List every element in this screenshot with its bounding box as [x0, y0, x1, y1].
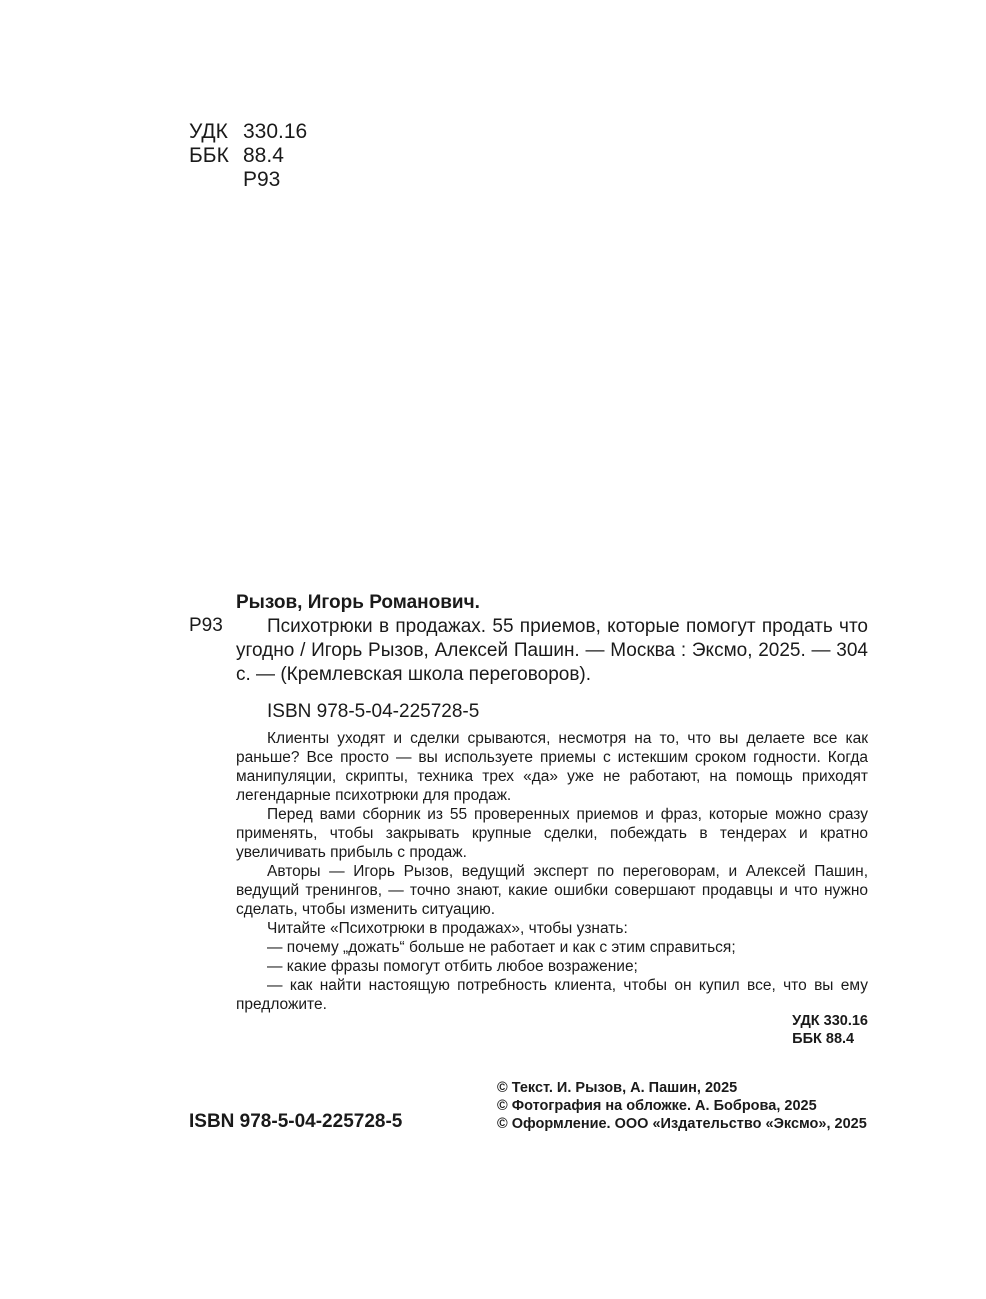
udk-value: 330.16 — [243, 120, 308, 143]
annotation-paragraph: Читайте «Психотрюки в продажах», чтобы узнать: — [267, 920, 628, 937]
annotation-list-item: — как найти настоящую потребность клиента, чтобы он купил все, что вы ему предложите. — [236, 977, 868, 1013]
classification-block — [189, 120, 307, 192]
annotation-list-item: — какие фразы помогут отбить любое возражение; — [267, 958, 638, 975]
copyright-line: © Фотография на обложке. А. Боброва, 2025 — [497, 1098, 817, 1114]
udk-label: УДК — [189, 120, 228, 143]
bibliographic-entry — [236, 591, 868, 724]
bottom-classification — [792, 1012, 868, 1048]
annotation-list-item: — почему „дожать“ больше не работает и как с этим справиться; — [267, 939, 736, 956]
copyright-line: © Текст. И. Рызов, А. Пашин, 2025 — [497, 1080, 738, 1096]
bbk-value: 88.4 — [243, 144, 284, 167]
author-sign: Р93 — [243, 168, 281, 191]
copyright-block — [497, 1079, 867, 1133]
isbn-bottom: ISBN 978-5-04-225728-5 — [189, 1111, 403, 1132]
annotation-paragraph: Перед вами сборник из 55 проверенных приемов и фраз, которые можно сразу применять, чтобы закрывать крупные сделки, побеждать в тендерах и кратно увеличивать прибыль с продаж. — [236, 806, 868, 861]
entry-isbn: ISBN 978-5-04-225728-5 — [267, 701, 480, 722]
udk-row — [189, 120, 307, 144]
entry-description: Психотрюки в продажах. 55 приемов, которые помогут продать что угодно / Игорь Рызов, Алексей Пашин. — Москва : Эксмо, 2025. — 304 с. — (Кремлевская школа переговоров). — [236, 616, 868, 685]
annotation-paragraph: Авторы — Игорь Рызов, ведущий эксперт по переговорам, и Алексей Пашин, ведущий тренингов, — точно знают, какие ошибки совершают продавцы и что нужно сделать, чтобы изменить ситуацию. — [236, 863, 868, 918]
bbk-label: ББК — [189, 144, 229, 167]
entry-author: Рызов, Игорь Романович. — [236, 592, 480, 613]
author-sign-row — [189, 168, 307, 192]
bottom-bbk: ББК 88.4 — [792, 1031, 855, 1047]
copyright-line: © Оформление. ООО «Издательство «Эксмо», 2025 — [497, 1116, 867, 1132]
bbk-row — [189, 144, 307, 168]
annotation-paragraph: Клиенты уходят и сделки срываются, несмотря на то, что вы делаете все как раньше? Все просто — вы используете приемы с истекшим сроком годности. Когда манипуляции, скрипты, техника трех «да» уже не работают, на помощь приходят легендарные психотрюки для продаж. — [236, 730, 868, 804]
annotation — [236, 729, 868, 1014]
bottom-udk: УДК 330.16 — [792, 1013, 868, 1029]
entry-code: Р93 — [189, 615, 223, 636]
